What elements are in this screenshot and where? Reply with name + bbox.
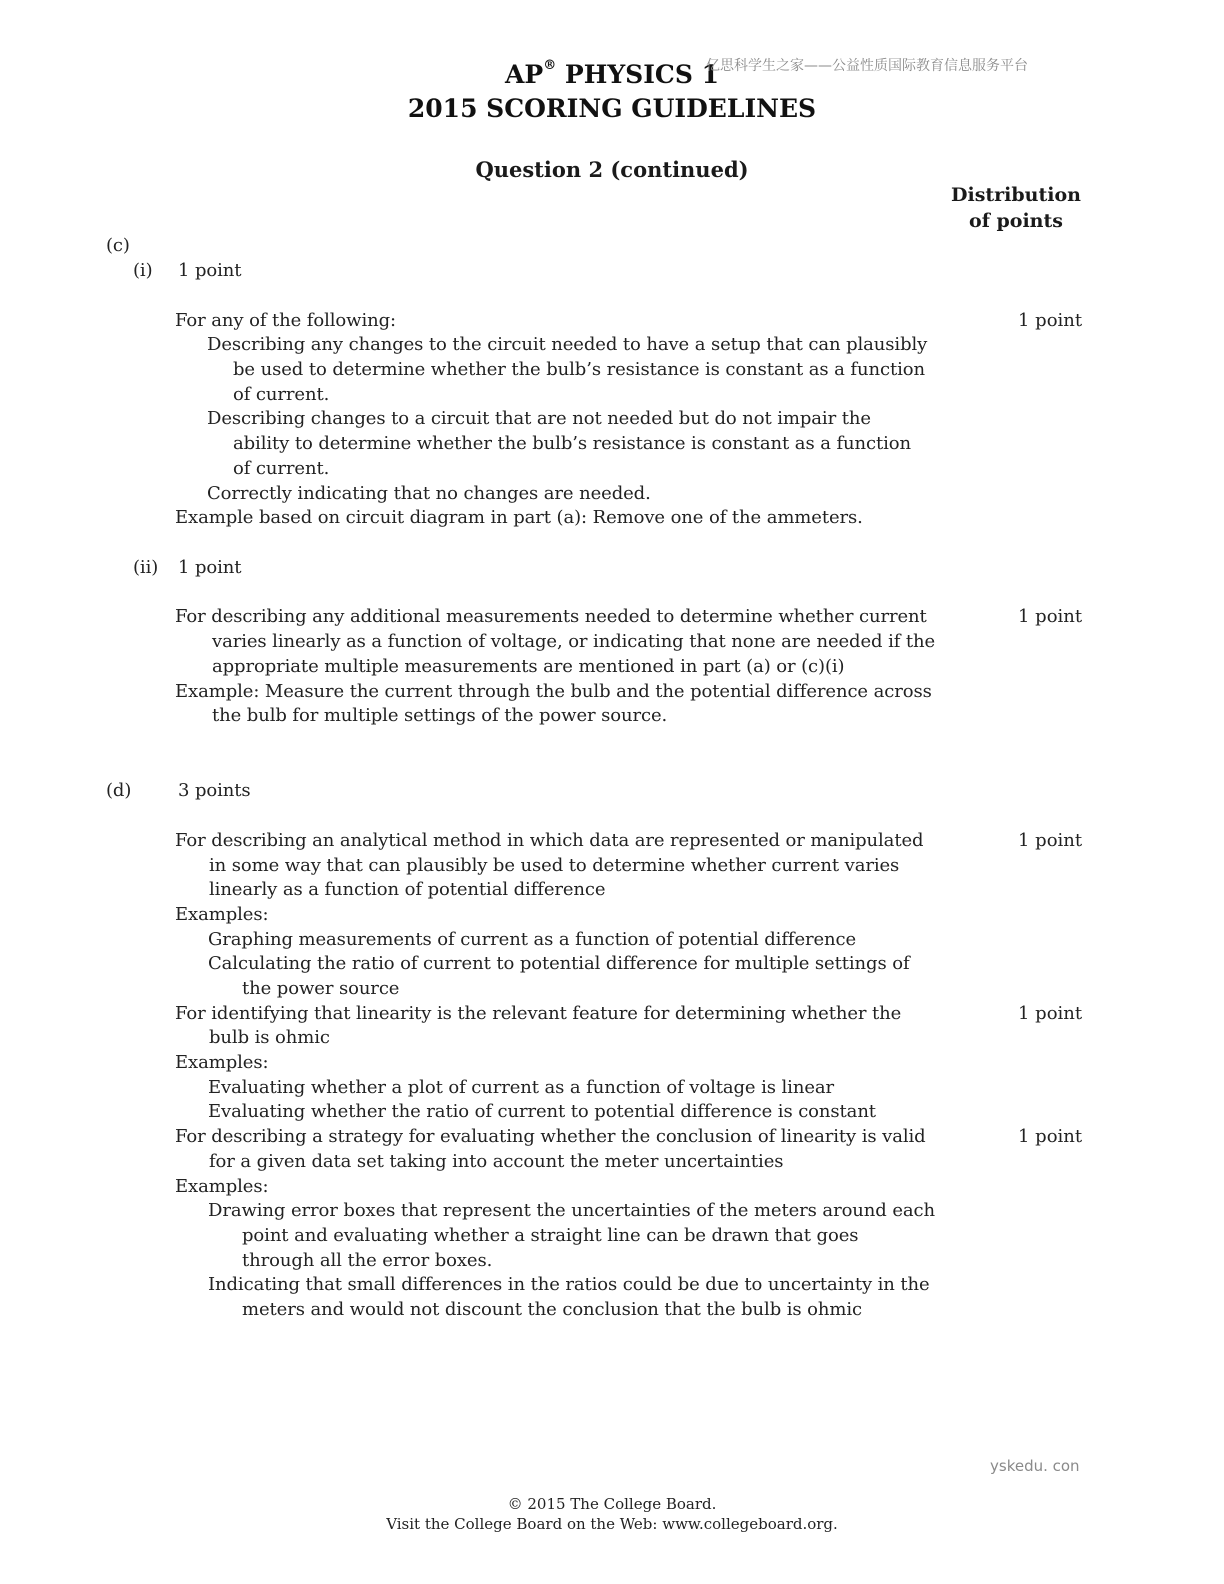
part-c-ii-label: (ii) [133, 557, 159, 578]
scoring-line: For describing an analytical method in which data are represented or manipulated [175, 830, 924, 851]
page-title-line1: AP® PHYSICS 1 [505, 58, 719, 89]
point-award: 1 point [1018, 1003, 1083, 1024]
part-c-i-label: (i) [133, 260, 153, 281]
scoring-line: Evaluating whether a plot of current as a function of voltage is linear [208, 1077, 835, 1098]
scoring-line: through all the error boxes. [242, 1250, 493, 1271]
footer-website: Visit the College Board on the Web: www.collegeboard.org. [386, 1515, 838, 1533]
scoring-line: point and evaluating whether a straight line can be drawn that goes [242, 1225, 859, 1246]
scoring-line: Graphing measurements of current as a function of potential difference [208, 929, 857, 950]
scoring-line: of current. [233, 384, 330, 405]
scoring-line: the bulb for multiple settings of the power source. [212, 705, 668, 726]
scoring-line: Example: Measure the current through the bulb and the potential difference across [175, 681, 932, 702]
part-c-ii-points: 1 point [178, 557, 242, 578]
scoring-line: Examples: [175, 1052, 269, 1073]
part-c-label: (c) [106, 235, 130, 256]
scoring-line: Calculating the ratio of current to potential difference for multiple settings of [208, 953, 910, 974]
scoring-line: of current. [233, 458, 330, 479]
distribution-heading-line2: of points [969, 210, 1063, 232]
scoring-line: bulb is ohmic [209, 1027, 330, 1048]
distribution-heading-line1: Distribution [951, 184, 1081, 206]
scoring-line: varies linearly as a function of voltage, or indicating that none are needed if the [212, 631, 936, 652]
scoring-line: appropriate multiple measurements are mentioned in part (a) or (c)(i) [212, 656, 845, 677]
scoring-line: ability to determine whether the bulb’s resistance is constant as a function [233, 433, 912, 454]
footer-copyright: © 2015 The College Board. [507, 1495, 717, 1513]
scoring-line: Evaluating whether the ratio of current to potential difference is constant [208, 1101, 876, 1122]
scoring-line: For identifying that linearity is the relevant feature for determining whether the [175, 1003, 902, 1024]
scoring-line: For describing a strategy for evaluating whether the conclusion of linearity is valid [175, 1126, 926, 1147]
scoring-line: meters and would not discount the conclusion that the bulb is ohmic [242, 1299, 863, 1320]
part-c-i-points: 1 point [178, 260, 242, 281]
scoring-line: Indicating that small differences in the ratios could be due to uncertainty in the [208, 1274, 930, 1295]
scoring-line: Examples: [175, 904, 269, 925]
scoring-line: Drawing error boxes that represent the uncertainties of the meters around each [208, 1200, 935, 1221]
point-award: 1 point [1018, 310, 1083, 331]
point-award: 1 point [1018, 1126, 1083, 1147]
site-watermark: yskedu. con [990, 1457, 1080, 1475]
point-award: 1 point [1018, 830, 1083, 851]
scoring-line: Examples: [175, 1176, 269, 1197]
scoring-line: For describing any additional measurements needed to determine whether current [175, 606, 927, 627]
point-award: 1 point [1018, 606, 1083, 627]
part-d-points: 3 points [178, 780, 251, 801]
registered-mark: ® [543, 58, 557, 73]
scoring-line: linearly as a function of potential difference [209, 879, 606, 900]
watermark-text: 亿思科学生之家——公益性质国际教育信息服务平台 [706, 58, 1028, 74]
part-d-label: (d) [106, 780, 132, 801]
scoring-line: Describing changes to a circuit that are not needed but do not impair the [207, 408, 871, 429]
scoring-line: for a given data set taking into account the meter uncertainties [209, 1151, 784, 1172]
page-title-line2: 2015 SCORING GUIDELINES [407, 94, 817, 123]
scoring-line: Example based on circuit diagram in part (a): Remove one of the ammeters. [175, 507, 863, 528]
scoring-line: Correctly indicating that no changes are needed. [207, 483, 651, 504]
scoring-line: be used to determine whether the bulb’s resistance is constant as a function [233, 359, 925, 380]
question-heading: Question 2 (continued) [475, 157, 749, 182]
scoring-line: the power source [242, 978, 400, 999]
scoring-line: For any of the following: [175, 310, 396, 331]
scoring-line: Describing any changes to the circuit needed to have a setup that can plausibly [207, 334, 928, 355]
scoring-line: in some way that can plausibly be used to determine whether current varies [209, 855, 900, 876]
